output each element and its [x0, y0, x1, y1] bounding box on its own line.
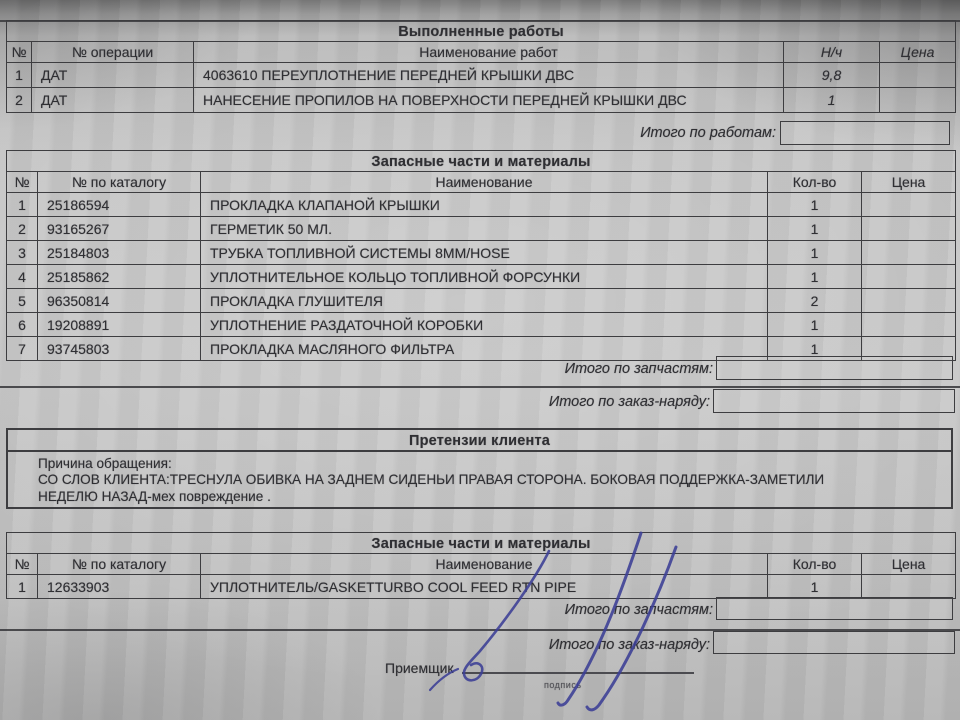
cell-num: 1: [7, 575, 38, 599]
cell-part-name: ТРУБКА ТОПЛИВНОЙ СИСТЕМЫ 8ММ/HOSE: [201, 241, 768, 265]
cell-qty: 1: [768, 337, 862, 361]
cell-qty: 2: [768, 289, 862, 313]
parts2-title-row: [7, 533, 956, 554]
works-table: [6, 20, 956, 113]
col-header-price: Цена: [862, 554, 956, 575]
parts-row: [7, 313, 956, 337]
order-total-box: [713, 389, 955, 413]
claims-title: Претензии клиента: [8, 430, 951, 452]
parts2-header-row: [7, 554, 956, 575]
col-header-num: №: [7, 172, 38, 193]
parts-row: [7, 575, 956, 599]
col-header-num: №: [7, 554, 38, 575]
cell-catalog: 96350814: [38, 289, 201, 313]
parts-row: [7, 289, 956, 313]
parts1-title: Запасные части и материалы: [7, 151, 956, 172]
cell-part-name: ПРОКЛАДКА КЛАПАНОЙ КРЫШКИ: [201, 193, 768, 217]
works-row: [7, 88, 956, 113]
cell-part-name: ГЕРМЕТИК 50 МЛ.: [201, 217, 768, 241]
cell-price: [862, 217, 956, 241]
claims-section: [6, 428, 953, 509]
cell-price: [862, 289, 956, 313]
col-header-price: Цена: [880, 42, 956, 63]
col-header-hours: Н/ч: [784, 42, 880, 63]
cell-price: [862, 313, 956, 337]
col-header-qty: Кол-во: [768, 172, 862, 193]
cell-price: [880, 88, 956, 113]
cell-num: 3: [7, 241, 38, 265]
claims-body: [8, 452, 951, 505]
order-total-label: Итого по заказ-наряду:: [548, 394, 710, 410]
cell-num: 1: [7, 63, 32, 88]
cell-catalog: 93745803: [38, 337, 201, 361]
cell-catalog: 25186594: [38, 193, 201, 217]
cell-price: [862, 575, 956, 599]
cell-hours: 9,8: [784, 63, 880, 88]
receiver-label: Приемщик: [385, 660, 454, 676]
cell-price: [862, 241, 956, 265]
parts-row: [7, 241, 956, 265]
works-table-title-row: [7, 21, 956, 42]
cell-num: 6: [7, 313, 38, 337]
cell-qty: 1: [768, 193, 862, 217]
col-header-operation: № операции: [32, 42, 194, 63]
works-total-label: Итого по работам:: [640, 125, 776, 141]
order-total-box-2: [713, 631, 955, 654]
parts2-title: Запасные части и материалы: [7, 533, 956, 554]
parts2-total-box: [716, 597, 953, 620]
col-header-num: №: [7, 42, 32, 63]
parts-row: [7, 193, 956, 217]
cell-part-name: УПЛОТНЕНИЕ РАЗДАТОЧНОЙ КОРОБКИ: [201, 313, 768, 337]
cell-part-name: ПРОКЛАДКА МАСЛЯНОГО ФИЛЬТРА: [201, 337, 768, 361]
parts1-title-row: [7, 151, 956, 172]
mid-rule: [0, 386, 960, 388]
cell-catalog: 25185862: [38, 265, 201, 289]
cell-num: 1: [7, 193, 38, 217]
signature-caption: подпись: [544, 680, 582, 690]
works-table-title: Выполненные работы: [7, 21, 956, 42]
parts1-total-label: Итого по запчастям:: [564, 361, 713, 377]
col-header-qty: Кол-во: [768, 554, 862, 575]
parts-table-1: [6, 150, 956, 361]
cell-qty: 1: [768, 217, 862, 241]
col-header-part-name: Наименование: [201, 554, 768, 575]
cell-num: 2: [7, 217, 38, 241]
cell-qty: 1: [768, 575, 862, 599]
cell-qty: 1: [768, 241, 862, 265]
cell-catalog: 19208891: [38, 313, 201, 337]
cell-work-name: НАНЕСЕНИЕ ПРОПИЛОВ НА ПОВЕРХНОСТИ ПЕРЕДНЕЙ КРЫШКИ ДВС: [194, 88, 784, 113]
works-row: [7, 63, 956, 88]
cell-price: [862, 265, 956, 289]
claims-text-line: СО СЛОВ КЛИЕНТА:ТРЕСНУЛА ОБИВКА НА ЗАДНЕМ СИДЕНЬИ ПРАВАЯ СТОРОНА. БОКОВАЯ ПОДДЕРЖКА-ЗАМЕТИЛИ: [38, 472, 825, 488]
col-header-part-name: Наименование: [201, 172, 768, 193]
col-header-catalog: № по каталогу: [38, 172, 201, 193]
cell-num: 4: [7, 265, 38, 289]
cell-work-name: 4063610 ПЕРЕУПЛОТНЕНИЕ ПЕРЕДНЕЙ КРЫШКИ ДВС: [194, 63, 784, 88]
parts1-header-row: [7, 172, 956, 193]
cell-qty: 1: [768, 265, 862, 289]
cell-num: 2: [7, 88, 32, 113]
col-header-catalog: № по каталогу: [38, 554, 201, 575]
cell-num: 7: [7, 337, 38, 361]
cell-price: [862, 193, 956, 217]
works-total-box: [780, 121, 950, 145]
cell-catalog: 25184803: [38, 241, 201, 265]
cell-hours: 1: [784, 88, 880, 113]
parts-row: [7, 217, 956, 241]
cell-catalog: 12633903: [38, 575, 201, 599]
parts-table-2: [6, 532, 956, 599]
cell-qty: 1: [768, 313, 862, 337]
cell-operation: ДАТ: [32, 88, 194, 113]
cell-part-name: УПЛОТНИТЕЛЬ/GASKETTURBO COOL FEED RTN PIPE: [201, 575, 768, 599]
parts2-total-label: Итого по запчастям:: [564, 602, 713, 618]
claims-text-line: НЕДЕЛЮ НАЗАД-мех повреждение .: [38, 488, 271, 504]
cell-price: [880, 63, 956, 88]
cell-num: 5: [7, 289, 38, 313]
col-header-work-name: Наименование работ: [194, 42, 784, 63]
cell-part-name: УПЛОТНИТЕЛЬНОЕ КОЛЬЦО ТОПЛИВНОЙ ФОРСУНКИ: [201, 265, 768, 289]
claims-reason-label: Причина обращения:: [38, 456, 172, 471]
order-total-label-2: Итого по заказ-наряду:: [548, 637, 710, 653]
cell-catalog: 93165267: [38, 217, 201, 241]
col-header-price: Цена: [862, 172, 956, 193]
parts-row: [7, 265, 956, 289]
cell-operation: ДАТ: [32, 63, 194, 88]
parts1-total-box: [716, 356, 953, 380]
signature-line: [462, 655, 694, 674]
works-header-row: [7, 42, 956, 63]
cell-part-name: ПРОКЛАДКА ГЛУШИТЕЛЯ: [201, 289, 768, 313]
